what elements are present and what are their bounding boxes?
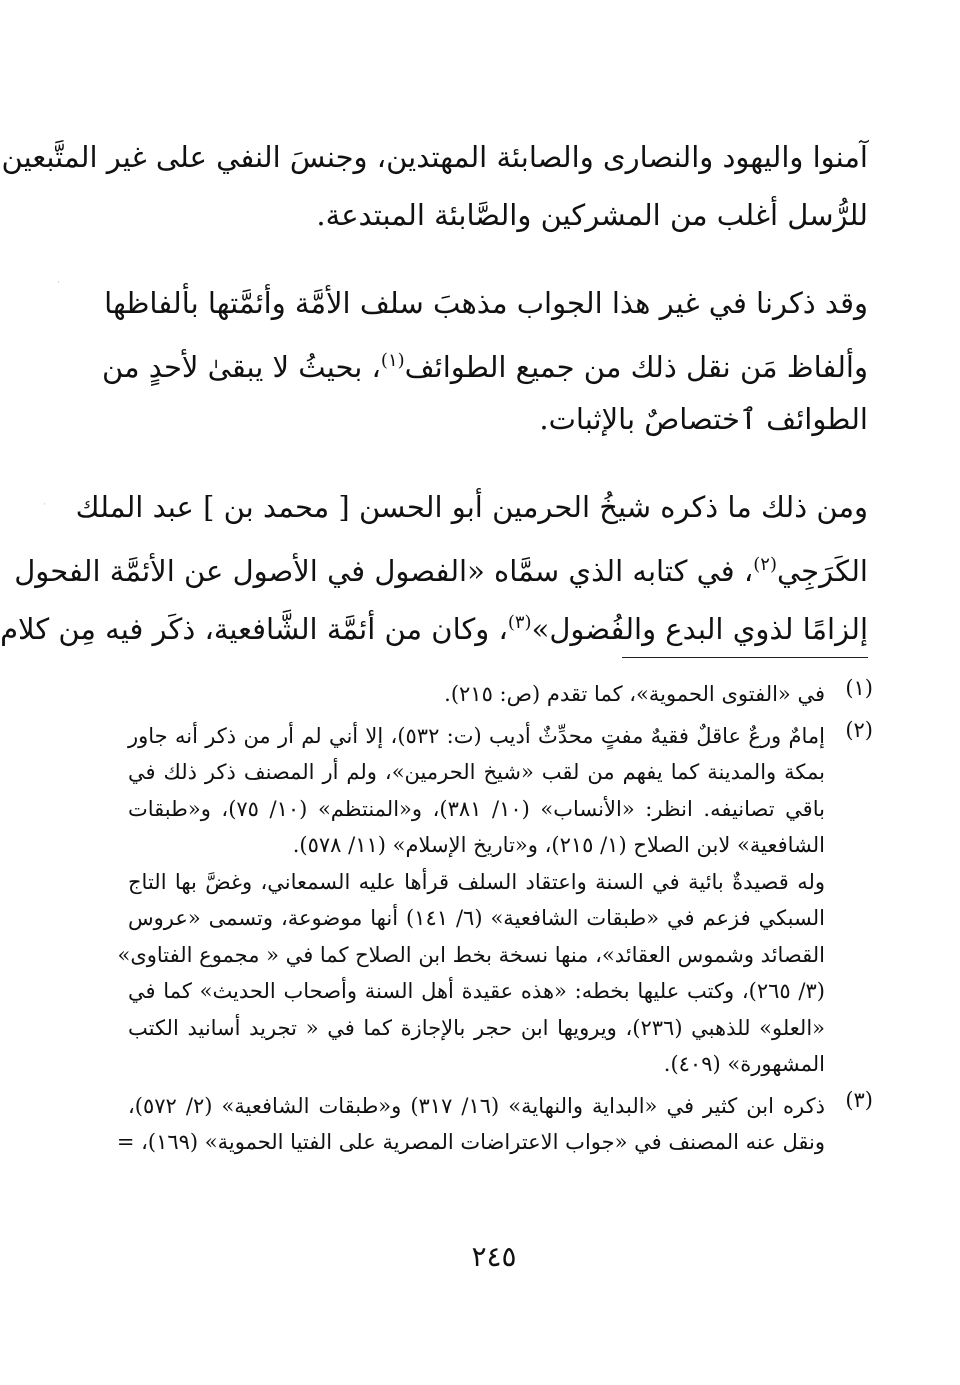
footnote-3: [116, 1087, 873, 1161]
paragraph: [101, 274, 868, 448]
footnote-line: بمكة والمدينة كما يفهم من لقب «شيخ الحرمين»، ولم أر المصنف ذكر ذلك في: [128, 760, 825, 784]
paragraph: [1, 128, 868, 244]
footnote-number: (١): [845, 676, 873, 700]
text-segment: ، وكان من أئمَّة الشَّافعية، ذكَر فيه مِن كلام: [0, 612, 508, 646]
text-segment: وألفاظ مَن نقل ذلك من جميع الطوائف: [404, 350, 868, 384]
text-line: وقد ذكرنا في غير هذا الجواب مذهبَ سلف الأمَّة وأئمَّتها بألفاظها: [104, 286, 868, 320]
text-line: آمنوا واليهود والنصارى والصابئة المهتدين، وجنسَ النفي على غير المتَّبعين: [1, 140, 868, 174]
footnote-line: باقي تصانيفه. انظر: «الأنساب» (١٠/ ٣٨١)، و«المنتظم» (١٠/ ٧٥)، و«طبقات: [128, 796, 825, 821]
footnote-2: [117, 717, 873, 1083]
text-segment: ، في كتابه الذي سمَّاه «الفصول في الأصول عن الأئمَّة الفحول: [14, 554, 754, 588]
footnote-line: القصائد وشموس العقائد»، منها نسخة بخط ابن الصلاح كما في « مجموع الفتاوى»: [117, 942, 825, 967]
footnote-line: «العلو» للذهبي (٢٣٦)، ويرويها ابن حجر بالإجازة كما في « تجريد أسانيد الكتب: [128, 1015, 825, 1040]
footnote-1: [128, 676, 873, 713]
scan-speck: ·: [43, 500, 46, 510]
scan-speck: ·: [57, 278, 60, 288]
footnote-line: إمامٌ ورعٌ عاقلٌ فقيهٌ مفتٍ محدِّثٌ أديب (ت: ٥٣٢)، إلا أني لم أر من ذكر أنه جاور: [128, 723, 825, 748]
footnote-line: (٣/ ٢٦٥)، وكتب عليها بخطه: «هذه عقيدة أهل السنة وأصحاب الحديث» كما في: [128, 979, 825, 1003]
main-text: [0, 128, 868, 652]
paragraph: [0, 478, 868, 652]
text-line: [14, 536, 868, 594]
footnote-separator: [622, 657, 868, 658]
text-line: [101, 332, 868, 390]
page-number: ٢٤٥: [471, 1240, 517, 1273]
footnote-line: ذكره ابن كثير في «البداية والنهاية» (١٦/ ٣١٧) و«طبقات الشافعية» (٢/ ٥٧٢)،: [128, 1093, 825, 1118]
footnote-line: المشهورة» (٤٠٩).: [663, 1052, 825, 1076]
footnote-line: وله قصيدةٌ بائية في السنة واعتقاد السلف قرأها عليه السمعاني، وغضَّ بها التاج: [128, 869, 825, 894]
text-segment: الكَرَجِي: [776, 554, 868, 588]
text-line: للرُّسل أغلب من المشركين والصَّابئة المبتدعة.: [316, 198, 868, 232]
text-line: [0, 594, 868, 652]
footnote-number: (٣): [845, 1087, 873, 1112]
footnote-ref-3[interactable]: (٣): [507, 612, 532, 633]
footnote-line: في «الفتوى الحموية»، كما تقدم (ص: ٢١٥).: [444, 682, 825, 706]
text-segment: ، بحيثُ لا يبقىٰ لأحدٍ من: [101, 350, 381, 384]
footnote-ref-2[interactable]: (٢): [753, 554, 777, 575]
text-line: ومن ذلك ما ذكره شيخُ الحرمين أبو الحسن [ محمد بن ] عبد الملك: [75, 490, 868, 524]
footnote-line: الشافعية» لابن الصلاح (١/ ٢١٥)، و«تاريخ الإسلام» (١١/ ٥٧٨).: [292, 833, 825, 857]
text-segment: إلزامًا لذوي البدع والفُضول»: [531, 612, 868, 646]
footnote-number: (٢): [845, 717, 873, 742]
footnote-line: ونقل عنه المصنف في «جواب الاعتراضات المصرية على الفتيا الحموية» (١٦٩)، =: [116, 1130, 825, 1154]
footnote-ref-1[interactable]: (١): [380, 350, 405, 371]
footnote-line: السبكي فزعم في «طبقات الشافعية» (٦/ ١٤١) أنها موضوعة، وتسمى «عروس: [128, 906, 825, 930]
footnotes: [116, 676, 873, 1161]
text-line: الطوائف ٱختصاصٌ بالإثبات.: [539, 402, 868, 436]
